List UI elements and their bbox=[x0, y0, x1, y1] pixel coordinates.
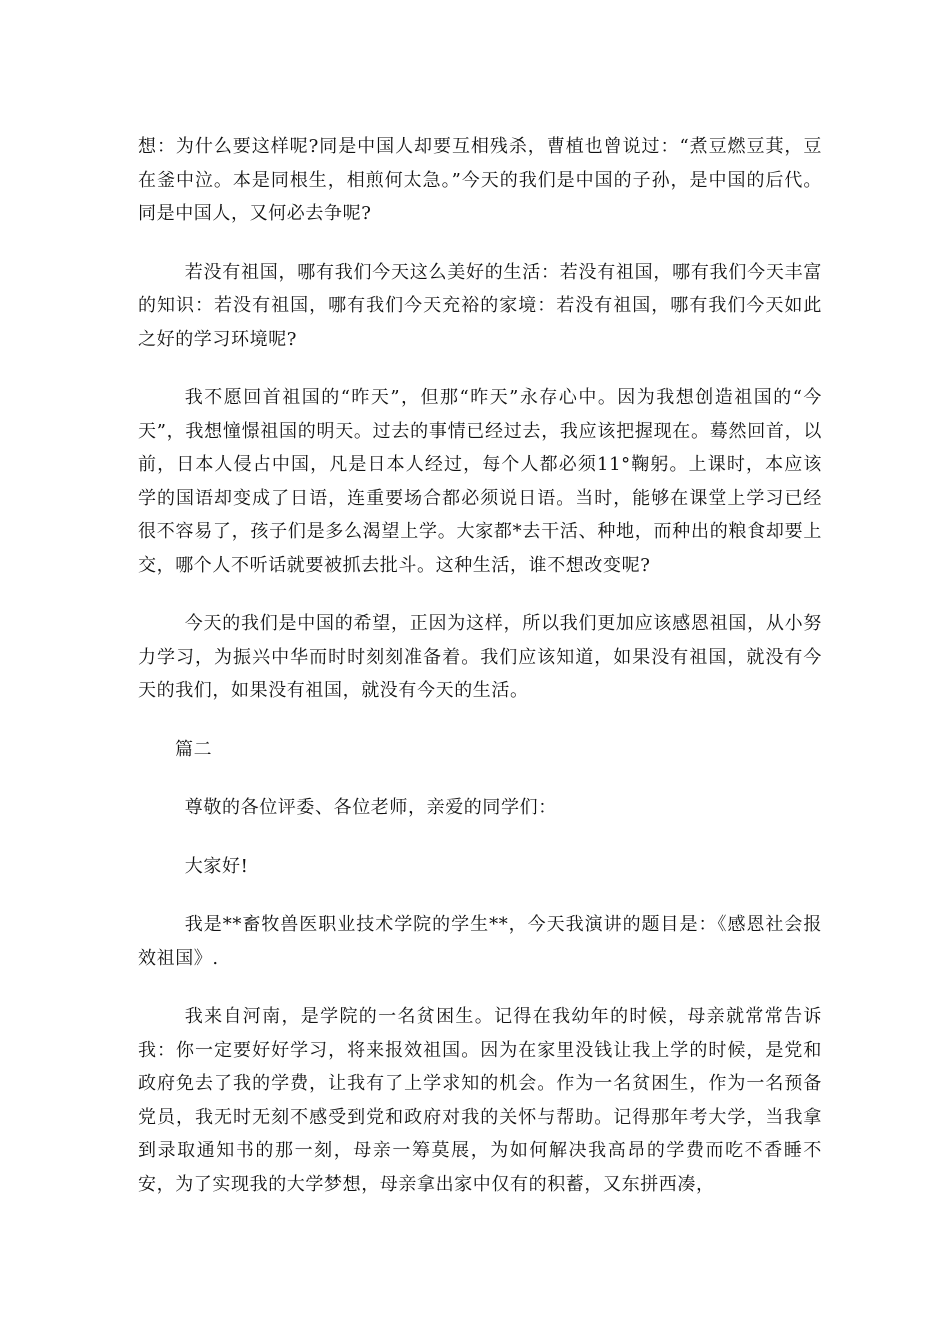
intro-paragraph: 我是**畜牧兽医职业技术学院的学生**，今天我演讲的题目是：《感恩社会报效祖国》. bbox=[138, 914, 822, 969]
paragraph-2: 若没有祖国，哪有我们今天这么美好的生活：若没有祖国，哪有我们今天丰富的知识：若没有祖国，哪有我们今天充裕的家境：若没有祖国，哪有我们今天如此之好的学习环境呢? bbox=[138, 261, 822, 350]
greeting: 大家好! bbox=[184, 855, 249, 877]
salutation: 尊敬的各位评委、各位老师，亲爱的同学们： bbox=[184, 797, 557, 818]
document-page bbox=[138, 130, 822, 1226]
section-heading: 篇二 bbox=[175, 738, 213, 760]
paragraph-1: 想：为什么要这样呢?同是中国人却要互相残杀，曹植也曾说过：“煮豆燃豆萁，豆在釜中泣。本是同根生，相煎何太急。”今天的我们是中国的子孙，是中国的后代。同是中国人，又何必去争呢? bbox=[138, 136, 822, 224]
body-paragraph: 我来自河南，是学院的一名贫困生。记得在我幼年的时候，母亲就常常告诉我：你一定要好好学习，将来报效祖国。因为在家里没钱让我上学的时候，是党和政府免去了我的学费，让我有了上学求知的机会。作为一名贫困生，作为一名预备党员，我无时无刻不感受到党和政府对我的关怀与帮助。记得那年考大学，当我拿到录取通知书的那一刻，母亲一筹莫展，为如何解决我高昂的学费而吃不香睡不安，为了实现我的大学梦想，母亲拿出家中仅有的积蓄，又东拼西凑， bbox=[138, 1006, 822, 1195]
paragraph-4: 今天的我们是中国的希望，正因为这样，所以我们更加应该感恩祖国，从小努力学习，为振兴中华而时时刻刻准备着。我们应该知道，如果没有祖国，就没有今天的我们，如果没有祖国，就没有今天的生活。 bbox=[138, 613, 822, 701]
paragraph-3: 我不愿回首祖国的“昨天”，但那“昨天”永存心中。因为我想创造祖国的“今天”，我想憧憬祖国的明天。过去的事情已经过去，我应该把握现在。蓦然回首，以前，日本人侵占中国，凡是日本人经过，每个人都必须11°鞠躬。上课时，本应该学的国语却变成了日语，连重要场合都必须说日语。当时，能够在课堂上学习已经很不容易了，孩子们是多么渴望上学。大家都*去干活、种地，而种出的粮食却要上交，哪个人不听话就要被抓去批斗。这种生活，谁不想改变呢? bbox=[138, 387, 822, 576]
